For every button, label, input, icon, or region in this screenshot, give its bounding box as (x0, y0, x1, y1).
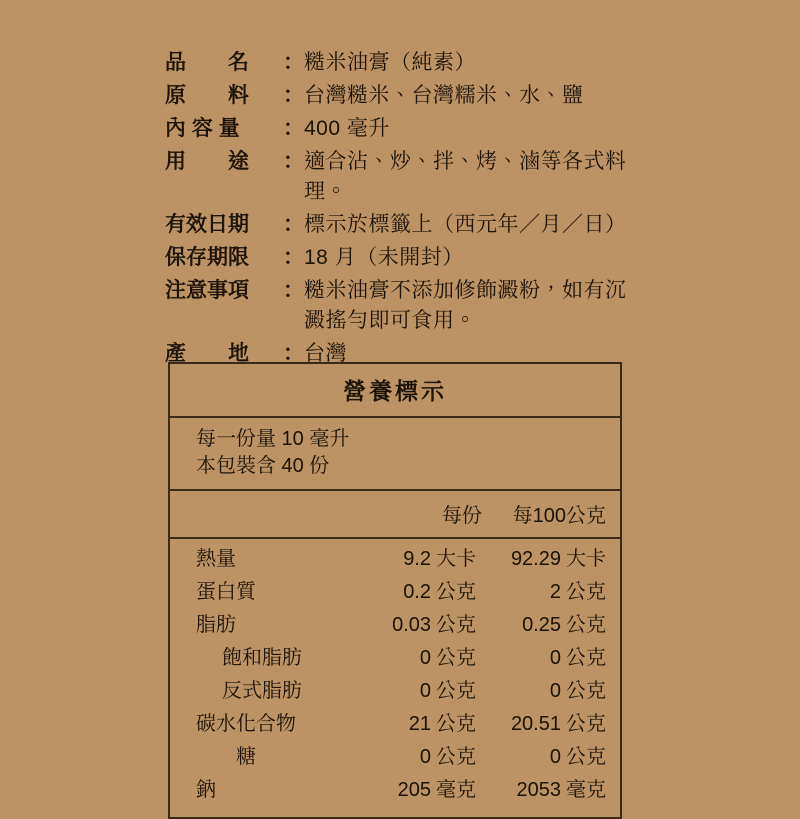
info-value: 標示於標籤上（西元年／月／日） (304, 213, 627, 236)
nutrition-row (170, 675, 620, 708)
per-100-value: 2 (549, 581, 561, 603)
per-100-value: 0 (549, 746, 561, 768)
info-value: 台灣糙米、台灣糯米、水、鹽 (304, 84, 584, 107)
nutrition-row (170, 708, 620, 741)
per-100-unit: 公克 (566, 647, 606, 669)
info-label: 產 地 (165, 342, 249, 365)
info-label: 有效日期 (165, 213, 249, 236)
nutrient-name: 熱量 (196, 548, 236, 570)
nutrient-name: 鈉 (196, 779, 216, 801)
per-100-cell (482, 745, 620, 770)
info-label: 注意事項 (165, 279, 249, 302)
nutrition-row (170, 741, 620, 774)
per-100-cell (482, 646, 620, 671)
info-colon: ： (283, 246, 304, 269)
info-value: 糙米油膏不添加修飾澱粉，如有沉澱搖勻即可食用。 (304, 279, 627, 332)
per-100-value: 0.25 (522, 614, 561, 636)
per-serving-unit: 公克 (436, 581, 476, 603)
info-colon: ： (283, 51, 304, 74)
info-row (165, 210, 635, 240)
per-100-value: 2053 (516, 779, 561, 801)
info-value: 適合沾、炒、拌、烤、滷等各式料理。 (304, 150, 627, 203)
info-row (165, 48, 635, 78)
per-serving-value: 0.03 (392, 614, 431, 636)
info-label: 品 名 (165, 51, 249, 74)
nutrition-row (170, 609, 620, 642)
per-100-unit: 毫克 (566, 779, 606, 801)
nutrient-name: 蛋白質 (196, 581, 256, 603)
nutrition-row (170, 539, 620, 576)
per-100-unit: 公克 (566, 746, 606, 768)
nutrition-row (170, 642, 620, 675)
per-serving-cell (352, 613, 482, 638)
per-serving-value: 0 (419, 746, 431, 768)
nutrition-row (170, 576, 620, 609)
nutrition-title: 營養標示 (170, 364, 620, 418)
per-100-value: 20.51 (510, 713, 561, 735)
nutrition-rows (170, 539, 620, 817)
info-colon: ： (283, 342, 304, 365)
per-100-cell (482, 547, 620, 572)
nutrient-name: 碳水化合物 (196, 713, 296, 735)
per-serving-unit: 公克 (436, 713, 476, 735)
info-row (165, 276, 635, 336)
column-header-name (170, 499, 352, 528)
per-serving-cell (352, 712, 482, 737)
info-label: 保存期限 (165, 246, 249, 269)
info-row (165, 147, 635, 207)
info-colon: ： (283, 84, 304, 107)
info-row (165, 114, 635, 144)
nutrient-name: 反式脂肪 (222, 680, 302, 702)
nutrition-serving-info (170, 418, 620, 491)
nutrition-row (170, 774, 620, 807)
per-100-unit: 公克 (566, 614, 606, 636)
per-serving-unit: 公克 (436, 680, 476, 702)
per-serving-value: 21 (408, 713, 431, 735)
per-serving-value: 0.2 (403, 581, 431, 603)
per-100-cell (482, 679, 620, 704)
info-colon: ： (283, 117, 304, 140)
per-serving-cell (352, 778, 482, 803)
per-100-value: 92.29 (510, 548, 561, 570)
per-serving-cell (352, 745, 482, 770)
info-label: 原 料 (165, 84, 249, 107)
per-serving-cell (352, 547, 482, 572)
per-serving-value: 205 (397, 779, 431, 801)
per-serving-unit: 公克 (436, 746, 476, 768)
per-serving-cell (352, 679, 482, 704)
per-serving-unit: 大卡 (436, 548, 476, 570)
info-label: 用 途 (165, 150, 249, 173)
info-colon: ： (283, 213, 304, 236)
servings-per-container: 本包裝含 40 份 (196, 455, 330, 477)
per-100-unit: 公克 (566, 713, 606, 735)
info-label: 內 容 量 (165, 117, 240, 140)
per-100-cell (482, 712, 620, 737)
per-100-cell (482, 778, 620, 803)
per-100-cell (482, 613, 620, 638)
per-serving-value: 9.2 (403, 548, 431, 570)
per-100-unit: 公克 (566, 680, 606, 702)
per-100-unit: 大卡 (566, 548, 606, 570)
info-value: 400 毫升 (304, 117, 390, 140)
serving-size: 每一份量 10 毫升 (196, 428, 350, 450)
nutrient-name: 飽和脂肪 (222, 647, 302, 669)
column-header-per-serving: 每份 (442, 505, 482, 527)
info-value: 18 月（未開封） (304, 246, 464, 269)
info-value: 台灣 (304, 342, 347, 365)
per-100-unit: 公克 (566, 581, 606, 603)
per-serving-unit: 毫克 (436, 779, 476, 801)
info-row (165, 243, 635, 273)
info-value: 糙米油膏（純素） (304, 51, 476, 74)
nutrition-column-headers (170, 491, 620, 539)
info-row (165, 81, 635, 111)
per-serving-unit: 公克 (436, 614, 476, 636)
info-colon: ： (283, 279, 304, 302)
nutrition-facts-table (168, 362, 622, 819)
per-serving-unit: 公克 (436, 647, 476, 669)
nutrient-name: 糖 (236, 746, 256, 768)
per-serving-value: 0 (419, 680, 431, 702)
nutrient-name: 脂肪 (196, 614, 236, 636)
column-header-per-100: 每100公克 (512, 505, 606, 527)
per-100-value: 0 (549, 647, 561, 669)
per-serving-value: 0 (419, 647, 431, 669)
per-serving-cell (352, 580, 482, 605)
product-info-block (165, 48, 635, 372)
per-serving-cell (352, 646, 482, 671)
per-100-value: 0 (549, 680, 561, 702)
info-colon: ： (283, 150, 304, 173)
per-100-cell (482, 580, 620, 605)
